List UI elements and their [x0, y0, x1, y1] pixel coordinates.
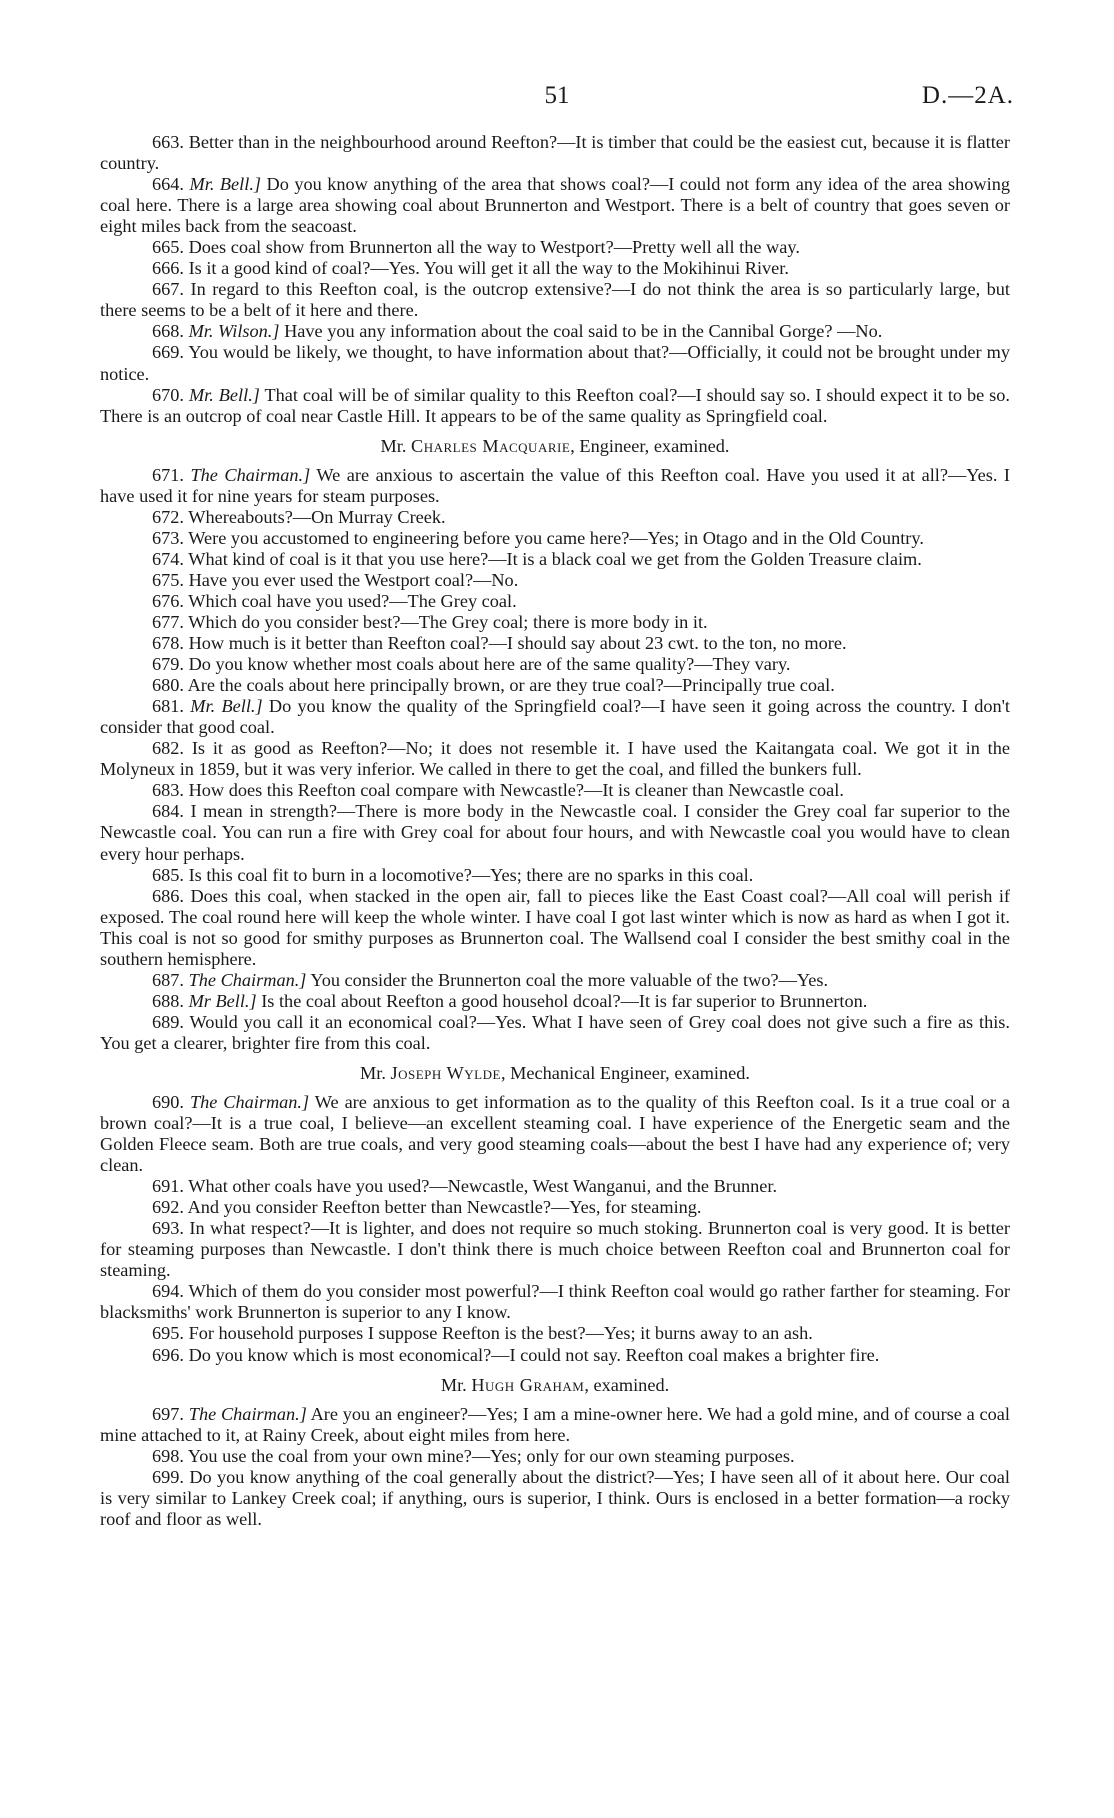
- testimony-text: In regard to this Reefton coal, is the outcrop extensive?—I do not think the area is so particularly large, but there seems to be a belt of it here and there.: [100, 279, 1010, 321]
- question-answer-paragraph: [100, 865, 1010, 886]
- page-header: [100, 82, 1014, 114]
- testimony-text: Does this coal, when stacked in the open air, fall to pieces like the East Coast coal?—All coal will perish if exposed. The coal round here will keep the whole winter. I have coal I got last winter which is now as hard as when I got it. This coal is not so good for smithy purposes as Brunnerton coal. The Wallsend coal I consider the best smithy coal in the southern hemisphere.: [100, 885, 1010, 969]
- question-answer-paragraph: [100, 696, 1010, 738]
- question-number: 675.: [152, 569, 184, 590]
- heading-prefix: Mr.: [360, 1062, 386, 1083]
- question-answer-paragraph: [100, 174, 1010, 237]
- testimony-text: Which do you consider best?—The Grey coal; there is more body in it.: [188, 611, 708, 632]
- speaker-label: Mr. Wilson.]: [188, 321, 280, 342]
- speaker-label: The Chairman.]: [188, 969, 307, 990]
- question-answer-paragraph: [100, 591, 1010, 612]
- question-number: 677.: [152, 611, 184, 632]
- question-answer-paragraph: [100, 1467, 1010, 1530]
- testimony-text: How much is it better than Reefton coal?—I should say about 23 cwt. to the ton, no more.: [188, 633, 847, 654]
- testimony-text: Is it a good kind of coal?—Yes. You will get it all the way to the Mokihinui River.: [188, 258, 789, 279]
- testimony-text: Is this coal fit to burn in a locomotive?—Yes; there are no sparks in this coal.: [188, 864, 754, 885]
- question-answer-paragraph: [100, 1281, 1010, 1323]
- question-answer-paragraph: [100, 258, 1010, 279]
- question-answer-paragraph: [100, 738, 1010, 780]
- testimony-text: That coal will be of similar quality to this Reefton coal?—I should say so. I should expect it to be so. There is an outcrop of coal near Castle Hill. It appears to be of the same quality as Springfield coal.: [100, 384, 1010, 426]
- question-number: 672.: [152, 506, 184, 527]
- question-number: 698.: [152, 1445, 184, 1466]
- testimony-text: Do you know the quality of the Springfield coal?—I have seen it going across the country. I don't consider that good coal.: [100, 696, 1010, 738]
- question-number: 663.: [152, 132, 184, 152]
- question-number: 670.: [152, 384, 184, 405]
- question-number: 679.: [152, 654, 184, 675]
- testimony-text: Have you ever used the Westport coal?—No.: [188, 569, 519, 590]
- witness-name: Joseph Wylde: [390, 1062, 501, 1083]
- question-number: 685.: [152, 864, 184, 885]
- testimony-text: In what respect?—It is lighter, and does not require so much stoking. Brunnerton coal is very good. It is better for steaming purposes than Newcastle. I don't think there is much choice between Reefton coal and Brunnerton coal for steaming.: [100, 1218, 1010, 1281]
- testimony-text: We are anxious to ascertain the value of this Reefton coal. Have you used it at all?—Yes. I have used it for nine years for steam purposes.: [100, 464, 1010, 506]
- witness-heading: [100, 1375, 1010, 1396]
- question-answer-paragraph: [100, 321, 1010, 342]
- question-number: 673.: [152, 527, 184, 548]
- question-number: 691.: [152, 1176, 184, 1197]
- speaker-label: The Chairman.]: [189, 1091, 310, 1112]
- witness-heading: [100, 1063, 1010, 1084]
- question-answer-paragraph: [100, 886, 1010, 970]
- testimony-text: You would be likely, we thought, to have information about that?—Officially, it could not be brought under my notice.: [100, 342, 1010, 384]
- question-number: 674.: [152, 548, 184, 569]
- speaker-label: The Chairman.]: [188, 1403, 307, 1424]
- testimony-text: Do you know anything of the coal generally about the district?—Yes; I have seen all of it about here. Our coal is very similar to Lankey Creek coal; if anything, ours is superior, I think. Ours is enclosed in a better formation—a rocky roof and floor as well.: [100, 1466, 1010, 1529]
- question-number: 697.: [152, 1403, 184, 1424]
- question-answer-paragraph: [100, 132, 1010, 174]
- witness-description: , examined.: [584, 1374, 670, 1395]
- question-answer-paragraph: [100, 780, 1010, 801]
- testimony-text: And you consider Reefton better than Newcastle?—Yes, for steaming.: [187, 1197, 702, 1218]
- testimony-text: Are the coals about here principally brown, or are they true coal?—Principally true coal.: [187, 675, 835, 696]
- testimony-text: Are you an engineer?—Yes; I am a mine-owner here. We had a gold mine, and of course a coal mine attached to it, at Rainy Creek, about eight miles from here.: [100, 1403, 1010, 1445]
- question-number: 686.: [152, 885, 184, 906]
- question-answer-paragraph: [100, 342, 1010, 384]
- heading-prefix: Mr.: [380, 435, 407, 456]
- question-answer-paragraph: [100, 1012, 1010, 1054]
- question-number: 683.: [152, 780, 184, 801]
- question-number: 665.: [152, 237, 184, 258]
- question-number: 671.: [152, 464, 184, 485]
- question-number: 680.: [152, 675, 184, 696]
- testimony-text: Which of them do you consider most powerful?—I think Reefton coal would go rather farther for steaming. For blacksmiths' work Brunnerton is superior to any I know.: [100, 1281, 1010, 1323]
- question-answer-paragraph: [100, 1345, 1010, 1366]
- question-number: 689.: [152, 1011, 184, 1032]
- question-number: 666.: [152, 258, 184, 279]
- testimony-text: Better than in the neighbourhood around Reefton?—It is timber that could be the easiest cut, because it is flatter country.: [100, 132, 1010, 174]
- testimony-text: You consider the Brunnerton coal the more valuable of the two?—Yes.: [310, 969, 829, 990]
- question-number: 669.: [152, 342, 184, 363]
- document-reference: D.—2A.: [921, 82, 1014, 109]
- testimony-text: Have you any information about the coal said to be in the Cannibal Gorge? —No.: [284, 321, 883, 342]
- question-number: 688.: [152, 990, 184, 1011]
- question-answer-paragraph: [100, 801, 1010, 864]
- question-answer-paragraph: [100, 528, 1010, 549]
- speaker-label: The Chairman.]: [190, 464, 311, 485]
- question-number: 678.: [152, 633, 184, 654]
- question-answer-paragraph: [100, 991, 1010, 1012]
- document-body: [100, 132, 1010, 1530]
- page-number: 51: [544, 82, 570, 109]
- witness-heading: [100, 436, 1010, 457]
- question-answer-paragraph: [100, 1092, 1010, 1176]
- heading-prefix: Mr.: [440, 1374, 467, 1395]
- question-number: 681.: [152, 696, 184, 717]
- testimony-text: How does this Reefton coal compare with Newcastle?—It is cleaner than Newcastle coal.: [188, 780, 844, 801]
- testimony-text: I mean in strength?—There is more body in the Newcastle coal. I consider the Grey coal far superior to the Newcastle coal. You can run a fire with Grey coal for about four hours, and with Newcastle coal you would have to clean every hour perhaps.: [100, 801, 1011, 864]
- testimony-text: What other coals have you used?—Newcastle, West Wanganui, and the Brunner.: [188, 1176, 778, 1197]
- witness-name: Charles Macquarie: [411, 435, 571, 456]
- question-answer-paragraph: [100, 1218, 1010, 1281]
- question-answer-paragraph: [100, 1446, 1010, 1467]
- witness-description: , Mechanical Engineer, examined.: [500, 1062, 750, 1083]
- question-answer-paragraph: [100, 654, 1010, 675]
- question-number: 690.: [152, 1091, 184, 1112]
- testimony-text: You use the coal from your own mine?—Yes; only for our own steaming purposes.: [187, 1445, 795, 1466]
- testimony-text: Does coal show from Brunnerton all the way to Westport?—Pretty well all the way.: [188, 237, 800, 258]
- question-number: 693.: [152, 1218, 184, 1239]
- witness-description: , Engineer, examined.: [570, 435, 730, 456]
- question-answer-paragraph: [100, 612, 1010, 633]
- question-number: 682.: [152, 738, 184, 759]
- question-answer-paragraph: [100, 570, 1010, 591]
- question-answer-paragraph: [100, 1197, 1010, 1218]
- question-answer-paragraph: [100, 549, 1010, 570]
- testimony-text: What kind of coal is it that you use here?—It is a black coal we get from the Golden Treasure claim.: [188, 548, 922, 569]
- question-number: 687.: [152, 969, 184, 990]
- question-answer-paragraph: [100, 237, 1010, 258]
- testimony-text: Would you call it an economical coal?—Yes. What I have seen of Grey coal does not give such a fire as this. You get a clearer, brighter fire from this coal.: [100, 1011, 1010, 1053]
- speaker-label: Mr Bell.]: [188, 990, 257, 1011]
- testimony-text: We are anxious to get information as to the quality of this Reefton coal. Is it a true coal or a brown coal?—It is a true coal, I believe—an excellent steaming coal. I have experience of the Energetic seam and the Golden Fleece seam. Both are true coals, and very good steaming coals—about the best I have had any experience of; very clean.: [100, 1091, 1010, 1176]
- question-number: 694.: [152, 1281, 184, 1302]
- testimony-text: Is it as good as Reefton?—No; it does not resemble it. I have used the Kaitangata coal. We got it in the Molyneux in 1859, but it was very inferior. We called in there to get the coal, and filled the bunkers full.: [100, 738, 1010, 780]
- question-number: 667.: [152, 279, 184, 300]
- speaker-label: Mr. Bell.]: [188, 384, 260, 405]
- testimony-text: Do you know which is most economical?—I could not say. Reefton coal makes a brighter fire.: [188, 1344, 880, 1365]
- question-answer-paragraph: [100, 465, 1010, 507]
- question-number: 699.: [152, 1466, 184, 1487]
- question-number: 684.: [152, 801, 184, 822]
- question-number: 695.: [152, 1323, 184, 1344]
- question-answer-paragraph: [100, 279, 1010, 321]
- question-number: 692.: [152, 1197, 184, 1218]
- question-answer-paragraph: [100, 970, 1010, 991]
- testimony-text: Do you know whether most coals about here are of the same quality?—They vary.: [188, 654, 791, 675]
- question-answer-paragraph: [100, 507, 1010, 528]
- speaker-label: Mr. Bell.]: [190, 696, 263, 717]
- testimony-text: Whereabouts?—On Murray Creek.: [188, 506, 446, 527]
- question-answer-paragraph: [100, 385, 1010, 427]
- testimony-text: Were you accustomed to engineering before you came here?—Yes; in Otago and in the Old Country.: [188, 527, 924, 548]
- question-answer-paragraph: [100, 1404, 1010, 1446]
- witness-name: Hugh Graham: [471, 1374, 585, 1395]
- testimony-text: For household purposes I suppose Reefton is the best?—Yes; it burns away to an ash.: [188, 1323, 813, 1344]
- question-answer-paragraph: [100, 633, 1010, 654]
- speaker-label: Mr. Bell.]: [189, 174, 261, 195]
- question-number: 696.: [152, 1344, 184, 1365]
- question-number: 676.: [152, 590, 184, 611]
- testimony-text: Is the coal about Reefton a good househol dcoal?—It is far superior to Brunnerton.: [261, 990, 868, 1011]
- testimony-text: Do you know anything of the area that shows coal?—I could not form any idea of the area showing coal here. There is a large area showing coal about Brunnerton and Westport. There is a belt of country that goes seven or eight miles back from the seacoast.: [100, 174, 1010, 237]
- question-answer-paragraph: [100, 1176, 1010, 1197]
- question-answer-paragraph: [100, 675, 1010, 696]
- question-answer-paragraph: [100, 1323, 1010, 1344]
- testimony-text: Which coal have you used?—The Grey coal.: [188, 590, 517, 611]
- question-number: 664.: [152, 174, 184, 195]
- question-number: 668.: [152, 321, 184, 342]
